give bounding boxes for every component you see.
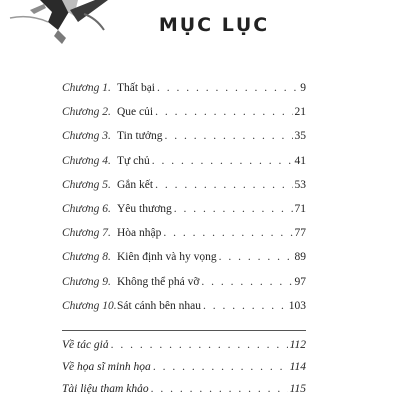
chapter-title: Yêu thương	[117, 202, 172, 215]
chapter-title: Thất bại	[117, 82, 155, 94]
toc-chapter-row[interactable]	[62, 227, 306, 251]
chapter-number: Chương 8.	[62, 251, 111, 264]
chapter-title: Sát cánh bên nhau	[117, 299, 201, 312]
section-title: Về tác giả	[62, 338, 109, 351]
extra-list	[62, 339, 306, 405]
chapter-title: Không thể phá vỡ	[117, 275, 200, 288]
page-number: 97	[294, 275, 306, 288]
page-number: 112	[289, 338, 306, 351]
chapter-title: Hòa nhập	[117, 227, 162, 240]
chapter-number: Chương 7.	[62, 227, 111, 240]
page-number: 53	[294, 178, 306, 191]
page-number: 89	[294, 251, 306, 264]
chapter-number: Chương 4.	[62, 154, 111, 167]
page-title: MỤC LỤC	[158, 14, 270, 36]
toc-chapter-row[interactable]	[62, 106, 306, 130]
section-title: Tài liệu tham khảo	[62, 382, 149, 395]
leader-dots	[201, 276, 292, 288]
leader-dots	[155, 179, 292, 191]
table-of-contents	[62, 82, 306, 405]
chapter-number: Chương 1.	[62, 82, 111, 94]
leader-dots	[153, 361, 288, 373]
chapter-title: Que củi	[117, 106, 154, 119]
toc-chapter-row[interactable]	[62, 251, 306, 275]
page-number: 71	[294, 202, 306, 215]
leader-dots	[219, 251, 293, 263]
section-title: Về họa sĩ minh họa	[62, 360, 151, 373]
toc-extra-row[interactable]	[62, 339, 306, 361]
chapter-number: Chương 10.	[62, 299, 117, 312]
divider	[62, 330, 306, 331]
page-number: 41	[294, 154, 306, 167]
leader-dots	[157, 82, 298, 94]
toc-chapter-row[interactable]	[62, 276, 306, 300]
page-number: 35	[294, 130, 306, 143]
toc-chapter-row[interactable]	[62, 203, 306, 227]
chapter-title: Gắn kết	[117, 178, 154, 191]
page-number: 103	[288, 299, 306, 312]
leader-dots	[155, 106, 292, 118]
toc-chapter-row[interactable]	[62, 82, 306, 106]
chapter-title: Tự chủ	[117, 154, 150, 167]
chapter-list	[62, 82, 306, 324]
page-number: 21	[294, 106, 306, 119]
page-number: 115	[289, 382, 306, 395]
page-number: 114	[289, 360, 306, 373]
page-number: 9	[300, 82, 306, 94]
leader-dots	[152, 155, 293, 167]
chapter-title: Kiên định và hy vọng	[117, 251, 217, 264]
chapter-number: Chương 2.	[62, 106, 111, 119]
toc-extra-row[interactable]	[62, 361, 306, 383]
chapter-title: Tin tưởng	[117, 130, 163, 143]
chapter-number: Chương 6.	[62, 202, 111, 215]
leader-dots	[163, 227, 292, 239]
chapter-number: Chương 5.	[62, 178, 111, 191]
leader-dots	[164, 130, 292, 142]
toc-chapter-row[interactable]	[62, 300, 306, 324]
leader-dots	[111, 339, 288, 351]
toc-chapter-row[interactable]	[62, 179, 306, 203]
page-number: 77	[294, 227, 306, 240]
toc-extra-row[interactable]	[62, 383, 306, 405]
leader-dots	[151, 383, 288, 395]
leader-dots	[174, 203, 293, 215]
toc-chapter-row[interactable]	[62, 130, 306, 154]
chapter-number: Chương 3.	[62, 130, 111, 143]
leader-dots	[203, 300, 287, 312]
chapter-number: Chương 9.	[62, 275, 111, 288]
toc-chapter-row[interactable]	[62, 155, 306, 179]
